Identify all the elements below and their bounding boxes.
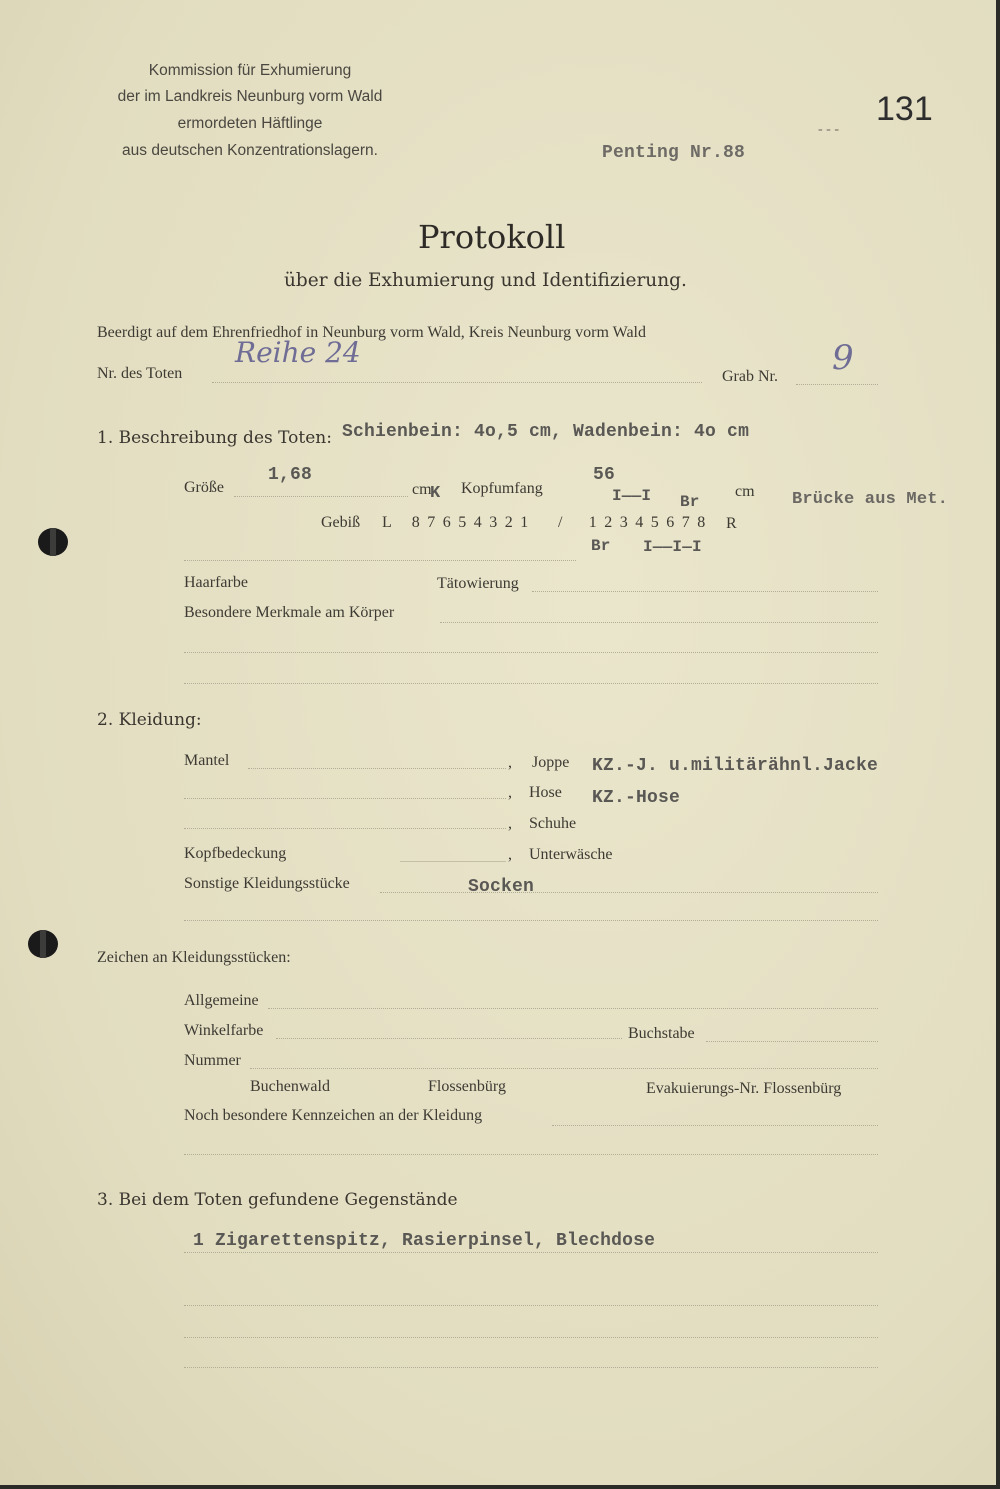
reference-stamp: Penting Nr.88: [602, 143, 746, 163]
section2-label: 2. Kleidung:: [97, 710, 202, 730]
lower-bridge-mark: Br: [591, 537, 611, 555]
head-circumference-label: Kopfumfang: [461, 480, 543, 497]
items-line-2: [184, 1305, 878, 1306]
grave-number-label: Grab Nr.: [722, 368, 778, 385]
marks-label: Zeichen an Kleidungsstücken:: [97, 949, 291, 966]
tooth-right-8: 8: [697, 514, 706, 531]
lower-teeth-mark: I——I—I: [643, 538, 702, 556]
trousers-label: Hose: [529, 784, 562, 801]
upper-teeth-mark: I——I: [612, 487, 652, 505]
teeth-right-marker: R: [726, 515, 737, 532]
number-label: Nummer: [184, 1052, 241, 1069]
size-label: Größe: [184, 479, 224, 496]
shoes-comma: ,: [508, 815, 512, 832]
teeth-numbers-left: [408, 514, 532, 532]
dead-number-label: Nr. des Toten: [97, 365, 183, 382]
trousers-comma: ,: [508, 784, 512, 801]
tooth-left-6: 6: [442, 514, 451, 531]
section1-label: 1. Beschreibung des Toten:: [97, 428, 332, 448]
dead-number-line: [212, 382, 702, 383]
section3-label: 3. Bei dem Toten gefundene Gegenstände: [97, 1190, 458, 1210]
bridge-note: Brücke aus Met.: [792, 490, 949, 509]
section1-blank-line: [184, 560, 576, 561]
features-label: Besondere Merkmale am Körper: [184, 604, 395, 621]
size-line: [234, 496, 408, 497]
head-circumference-value: 56: [593, 465, 616, 485]
tooth-right-3: 3: [619, 514, 628, 531]
angle-color-label: Winkelfarbe: [184, 1022, 264, 1039]
tooth-left-1: 1: [520, 514, 529, 531]
tooth-left-2: 2: [504, 514, 513, 531]
dead-number-value: Reihe 24: [235, 336, 361, 369]
tooth-right-2: 2: [604, 514, 613, 531]
header-line-2: der im Landkreis Neunburg vorm Wald: [117, 88, 383, 105]
upper-bridge-mark: Br: [680, 493, 700, 511]
teeth-label: Gebiß: [321, 514, 361, 531]
teeth-numbers-right: [585, 514, 709, 532]
punch-hole-bottom: [28, 930, 58, 958]
tattoo-line: [532, 591, 878, 592]
special-marks-label: Noch besondere Kennzeichen an der Kleidung: [184, 1107, 483, 1124]
special-marks-line: [552, 1125, 878, 1126]
page-number-dashes: - - -: [818, 122, 839, 137]
shoes-label: Schuhe: [529, 815, 577, 832]
jacket-value: KZ.-J. u.militärähnl.Jacke: [592, 756, 879, 776]
head-circumference-unit: cm: [735, 483, 755, 500]
trousers-value: KZ.-Hose: [592, 788, 681, 808]
tooth-left-3: 3: [489, 514, 498, 531]
page-title: Protokoll: [418, 218, 566, 256]
letter-line: [706, 1041, 878, 1042]
general-line: [268, 1008, 878, 1009]
header-line-3: ermordeten Häftlinge: [177, 115, 323, 132]
angle-color-line: [276, 1038, 622, 1039]
tooth-right-5: 5: [650, 514, 659, 531]
trousers-line-left: [184, 798, 506, 799]
hair-color-label: Haarfarbe: [184, 574, 248, 591]
number-line: [250, 1068, 878, 1069]
headwear-line: [400, 861, 506, 862]
page-subtitle: über die Exhumierung und Identifizierung.: [284, 270, 687, 291]
general-label: Allgemeine: [184, 992, 259, 1009]
items-line-1: [184, 1252, 878, 1253]
other-clothing-value: Socken: [468, 877, 535, 897]
coat-line: [248, 768, 506, 769]
underwear-comma: ,: [508, 846, 512, 863]
features-line: [440, 622, 878, 623]
items-line-4: [184, 1367, 878, 1368]
header-line-4: aus deutschen Konzentrationslagern.: [122, 142, 378, 159]
tooth-right-1: 1: [588, 514, 597, 531]
grave-number-value: 9: [832, 338, 854, 378]
headwear-label: Kopfbedeckung: [184, 845, 287, 862]
tooth-left-7: 7: [427, 514, 436, 531]
buchenwald-label: Buchenwald: [250, 1078, 330, 1095]
size-unit: cm: [412, 481, 432, 498]
shoes-line-left: [184, 828, 506, 829]
marks-blank-line: [184, 1154, 878, 1155]
items-line-3: [184, 1337, 878, 1338]
k-mark: K: [430, 484, 441, 503]
teeth-separator: /: [558, 514, 563, 531]
jacket-label: Joppe: [532, 754, 570, 771]
features-line-2: [184, 652, 878, 653]
burial-line: Beerdigt auf dem Ehrenfriedhof in Neunburg vorm Wald, Kreis Neunburg vorm Wald: [97, 324, 646, 341]
tooth-left-5: 5: [458, 514, 467, 531]
underwear-label: Unterwäsche: [529, 846, 613, 863]
letter-label: Buchstabe: [628, 1025, 695, 1042]
page-number: 131: [876, 90, 933, 128]
evacuation-number-label: Evakuierungs-Nr. Flossenbürg: [646, 1080, 842, 1097]
tooth-left-8: 8: [411, 514, 420, 531]
found-items-value: 1 Zigarettenspitz, Rasierpinsel, Blechdose: [193, 1231, 656, 1251]
features-line-3: [184, 683, 878, 684]
other-clothing-line: [380, 892, 878, 893]
tooth-right-4: 4: [635, 514, 644, 531]
section2-blank-line: [184, 920, 878, 921]
header-line-1: Kommission für Exhumierung: [148, 62, 352, 79]
flossenburg-label: Flossenbürg: [428, 1078, 506, 1095]
other-clothing-label: Sonstige Kleidungsstücke: [184, 875, 350, 892]
coat-label: Mantel: [184, 752, 230, 769]
size-value: 1,68: [268, 465, 313, 485]
punch-hole-top: [38, 528, 68, 556]
grave-number-line: [796, 384, 878, 385]
tooth-left-4: 4: [473, 514, 482, 531]
tooth-right-6: 6: [666, 514, 675, 531]
section1-typed-measurements: Schienbein: 4o,5 cm, Wadenbein: 4o cm: [342, 422, 750, 442]
tattoo-label: Tätowierung: [437, 575, 519, 592]
jacket-comma: ,: [508, 754, 512, 771]
tooth-right-7: 7: [681, 514, 690, 531]
teeth-left-marker: L: [382, 514, 392, 531]
